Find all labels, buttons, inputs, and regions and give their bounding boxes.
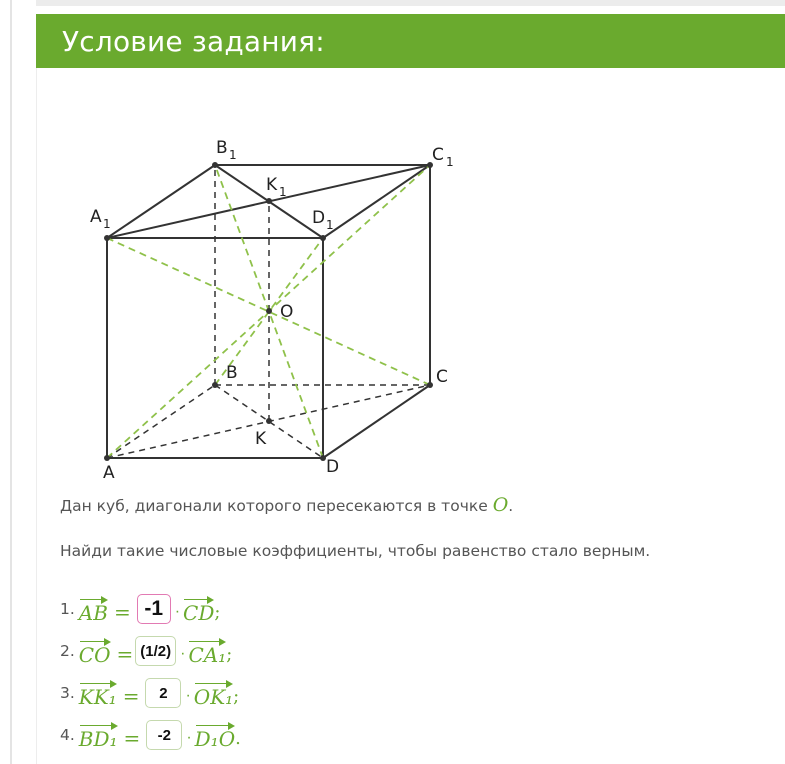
label-b: B <box>226 363 238 383</box>
left-divider <box>10 0 12 764</box>
label-c1-sub: 1 <box>446 155 454 169</box>
equation-1 <box>60 592 220 626</box>
label-a1: A <box>90 207 102 227</box>
label-c: C <box>436 367 448 387</box>
equation-3-equals: = <box>122 684 140 708</box>
equation-3-number: 3. <box>60 684 75 702</box>
equation-1-left-vector: AB <box>79 596 108 623</box>
equation-1-right-vector: CD <box>183 596 214 623</box>
statement-point: O <box>492 494 509 516</box>
point-a <box>104 455 110 461</box>
statement-given-end: . <box>508 497 514 515</box>
edge-d-c <box>323 385 430 458</box>
equation-1-end: ; <box>214 601 221 623</box>
header-title: Условие задания: <box>62 25 325 58</box>
label-o: O <box>280 302 294 322</box>
equation-2-number: 2. <box>60 642 75 660</box>
equation-2-left-vector: CO <box>79 638 111 665</box>
equation-3-end: ; <box>233 685 240 707</box>
equation-3-answer-input[interactable]: 2 <box>145 678 181 708</box>
label-k: K <box>255 429 267 449</box>
edge-a1-b1 <box>107 165 215 238</box>
edge-c1-d1 <box>323 165 430 238</box>
point-a1 <box>104 235 110 241</box>
label-b1: B <box>216 138 228 158</box>
label-a: A <box>103 463 115 483</box>
label-d1-sub: 1 <box>326 218 334 232</box>
statement-given-text: Дан куб, диагонали которого пересекаются в точке <box>60 497 493 515</box>
equation-4-equals: = <box>123 726 141 750</box>
equation-4-number: 4. <box>60 726 75 744</box>
equation-1-number: 1. <box>60 600 75 618</box>
label-k1-sub: 1 <box>279 185 287 199</box>
point-c <box>427 382 433 388</box>
statement-given <box>60 494 513 516</box>
equation-3-right-vector: OK₁ <box>194 680 233 707</box>
label-k1: K <box>266 175 278 195</box>
cube-figure <box>80 130 480 485</box>
equation-3-left-vector: KK₁ <box>79 680 117 707</box>
top-strip <box>36 0 785 6</box>
equation-4-left-vector: BD₁ <box>79 722 118 749</box>
point-o <box>266 308 272 314</box>
point-b <box>212 382 218 388</box>
point-b1 <box>212 162 218 168</box>
equation-3-dot: · <box>185 687 191 704</box>
point-d1 <box>320 235 326 241</box>
equation-2-dot: · <box>180 645 186 662</box>
equation-1-dot: · <box>174 603 181 620</box>
point-k <box>266 418 272 424</box>
equation-2-end: ; <box>226 643 233 665</box>
statement-task: Найди такие числовые коэффициенты, чтобы равенство стало верным. <box>60 542 651 560</box>
label-d1: D <box>312 208 326 228</box>
label-c1: C <box>432 145 444 165</box>
label-d: D <box>326 457 340 477</box>
equation-4-end: . <box>235 727 241 749</box>
label-a1-sub: 1 <box>103 217 111 231</box>
label-b1-sub: 1 <box>229 148 237 162</box>
equation-4-dot: · <box>186 729 192 746</box>
equation-4-right-vector: D₁O <box>195 722 235 749</box>
equation-4 <box>60 718 241 752</box>
equation-2 <box>60 634 232 668</box>
equation-3 <box>60 676 239 710</box>
point-k1 <box>266 198 272 204</box>
equation-2-right-vector: CA₁ <box>188 638 226 665</box>
equation-4-answer-input[interactable]: -2 <box>146 720 182 750</box>
equation-2-answer-input[interactable]: (1/2) <box>135 636 176 666</box>
equation-1-equals: = <box>113 600 131 624</box>
edge-a-b <box>107 385 215 458</box>
equation-2-equals: = <box>116 642 134 666</box>
equation-1-answer-input[interactable]: -1 <box>137 594 171 624</box>
task-header <box>36 14 785 68</box>
